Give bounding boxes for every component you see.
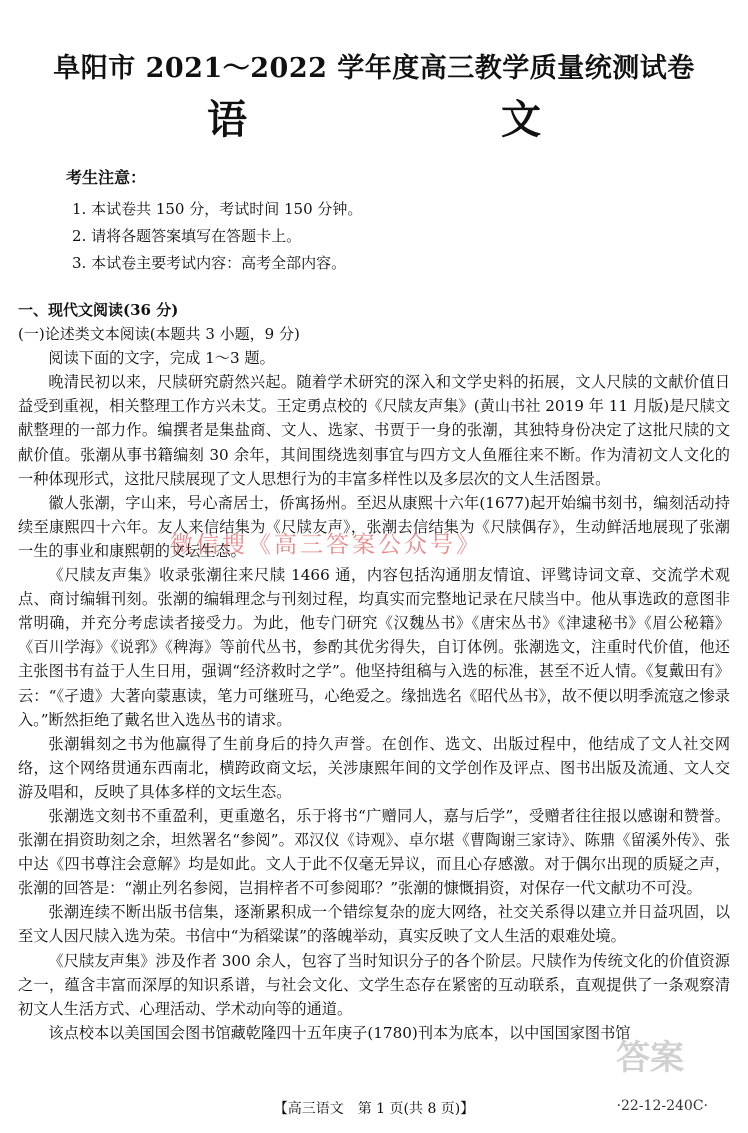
passage-paragraph: 张潮辑刻之书为他赢得了生前身后的持久声誉。在创作、选文、出版过程中，他结成了文人社交网络，这个网络贯通东西南北，横跨政商文坛，关涉康熙年间的文学创作及评点、图书出版及流通、文人交游及唱和，反映了具体多样的文坛生态。 [18, 734, 730, 801]
corner-stamp: 答案 [616, 1038, 684, 1078]
notice-item: 3. 本试卷主要考试内容：高考全部内容。 [72, 254, 347, 272]
reading-section [18, 298, 730, 1045]
notice-item: 1. 本试卷共 150 分，考试时间 150 分钟。 [72, 200, 363, 218]
paper-code: ·22-12-240C· [616, 1098, 708, 1114]
candidate-notice [66, 165, 626, 277]
watermark: 微信搜《高三答案公众号》 [170, 532, 482, 558]
section-title: 一、现代文阅读(36 分) [18, 301, 179, 319]
subject-title: 语 文 [207, 96, 661, 143]
passage-paragraph: 该点校本以美国国会图书馆藏乾隆四十五年庚子(1780)刊本为底本，以中国国家图书馆 [48, 1023, 631, 1042]
passage-paragraph: 徽人张潮，字山来，号心斋居士，侨寓扬州。至迟从康熙十六年(1677)起开始编书刻书，编刻活动持续至康熙四十六年。友人来信结集为《尺牍友声》，张潮去信结集为《尺牍偶存》，生动鲜活地展现了张潮一生的事业和康熙朝的文坛生态。 [18, 493, 730, 560]
passage-paragraph: 晚清民初以来，尺牍研究蔚然兴起。随着学术研究的深入和文学史料的拓展，文人尺牍的文献价值日益受到重视，相关整理工作方兴未艾。王定勇点校的《尺牍友声集》(黄山书社 2019 年 11 月版)是尺牍文献整理的一部力作。编撰者是集盐商、文人、选家、书贾于一身的张潮，其独特身份决定了这批尺牍的文献价值。张潮从事书籍编刻 30 余年，其间围绕选刻事宜与四方文人鱼雁往来不断。作为清初文人文化的一种体现形式，这批尺牍展现了文人思想行为的丰富多样性以及多层次的文人生活图景。 [18, 373, 730, 488]
passage-paragraph: 《尺牍友声集》收录张潮往来尺牍 1466 通，内容包括沟通朋友情谊、评骘诗词文章、交流学术观点、商讨编辑刊刻。张潮的编辑理念与刊刻过程，均真实而完整地记录在尺牍当中。他从事选政的意图非常明确，并充分考虑读者接受力。为此，他专门研究《汉魏丛书》《唐宋丛书》《津逮秘书》《眉公秘籍》《百川学海》《说郛》《稗海》等前代丛书，参酌其优劣得失，自订体例。张潮选文，注重时代价值，他还主张图书有益于人生日用，强调“经济救时之学”。他坚持组稿与入选的标准，甚至不近人情。《复戴田有》云：“《孑遗》大著向蒙惠读，笔力可继班马，心绝爱之。缘拙选名《昭代丛书》，故不便以明季流寇之惨录入。”断然拒绝了戴名世入选丛书的请求。 [18, 566, 730, 729]
notice-item: 2. 请将各题答案填写在答题卡上。 [72, 227, 302, 245]
notice-heading: 考生注意： [66, 168, 147, 187]
exam-title: 阜阳市 2021～2022 学年度高三教学质量统测试卷 [53, 53, 695, 84]
subsection-title: (一)论述类文本阅读(本题共 3 小题，9 分) [18, 325, 300, 344]
passage-paragraph: 张潮选文刻书不重盈利，更重邀名，乐于将书“广赠同人，嘉与后学”，受赠者往往报以感谢和赞誉。张潮在捐资助刻之余，坦然署名“参阅”。邓汉仪《诗观》、卓尔堪《曹陶谢三家诗》、陈鼎《留溪外传》、张中达《四书尊注会意解》均是如此。文人于此不仅毫无异议，而且心存感激。对于偶尔出现的质疑之声，张潮的回答是：“潮止列名参阅，岂捐梓者不可参阅耶？”张潮的慷慨捐资，对保存一代文献功不可没。 [18, 806, 730, 898]
passage-paragraph: 张潮连续不断出版书信集，逐渐累积成一个错综复杂的庞大网络，社交关系得以建立并日益巩固，以至文人因尺牍入选为荣。书信中“为稻粱谋”的落魄举动，真实反映了文人生活的艰难处境。 [18, 903, 730, 946]
instruction: 阅读下面的文字，完成 1～3 题。 [48, 349, 275, 368]
passage-paragraph: 《尺牍友声集》涉及作者 300 余人，包容了当时知识分子的各个阶层。尺牍作为传统文化的价值资源之一，蕴含丰富而深厚的知识系谱，与社会文化、文学生态存在紧密的互动联系，直观提供了一条观察清初文人生活方式、心理活动、学术动向等的通道。 [18, 951, 730, 1018]
page-footer: 【高三语文 第 1 页(共 8 页)】 [273, 1101, 475, 1117]
